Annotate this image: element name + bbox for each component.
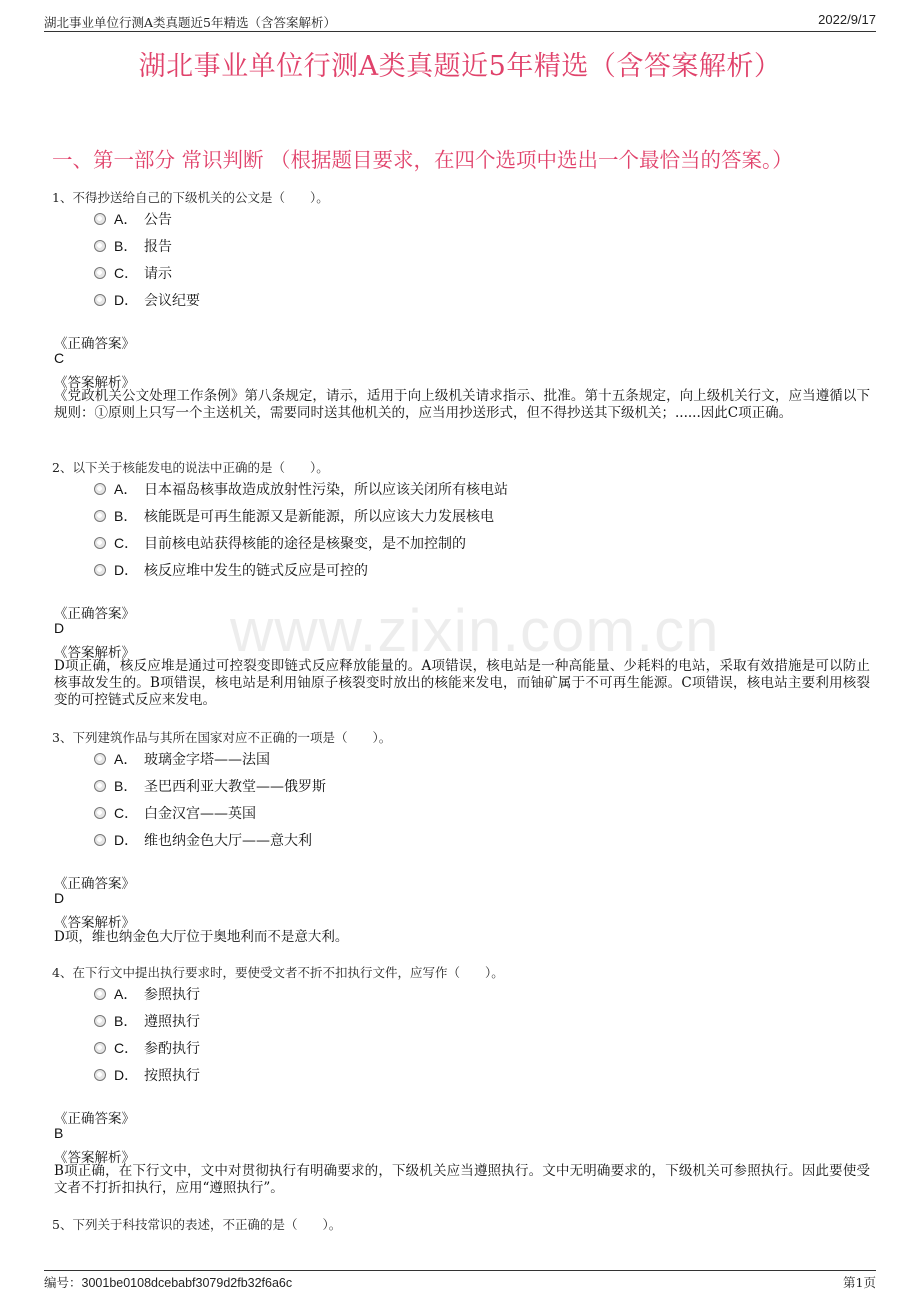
watermark: www.zixin.com.cn: [230, 597, 720, 664]
option-key: A．: [114, 211, 138, 227]
option-text: 核能既是可再生能源又是新能源，所以应该大力发展核电: [144, 509, 494, 525]
option-text: 遵照执行: [144, 1014, 200, 1030]
analysis-text: D项，维也纳金色大厅位于奥地利而不是意大利。: [54, 929, 349, 945]
question-stem: 1、不得抄送给自己的下级机关的公文是（ ）。: [52, 190, 329, 205]
option-key: A．: [114, 481, 138, 497]
radio-icon[interactable]: [94, 834, 106, 846]
analysis-text: D项正确，核反应堆是通过可控裂变即链式反应释放能量的。A项错误，核电站是一种高能量、少耗料的电站，采取有效措施是可以防止核事故发生的。B项错误，核电站是利用铀原子核裂变时放出的核能来发电，而铀矿属于不可再生能源。C项错误，核电站主要利用核裂变的可控链式反应来发电。: [54, 658, 870, 708]
option-text: 公告: [144, 212, 172, 228]
radio-icon[interactable]: [94, 213, 106, 225]
question-stem: 5、下列关于科技常识的表述，不正确的是（ ）。: [52, 1217, 342, 1232]
analysis-label: 《答案解析》: [54, 1150, 135, 1166]
option-key: A．: [114, 986, 138, 1002]
correct-answer: D: [54, 620, 65, 636]
analysis-text: 《党政机关公文处理工作条例》第八条规定，请示，适用于向上级机关请求指示、批准。第十五条规定，向上级机关行文，应当遵循以下规则：①原则上只写一个主送机关，需要同时送其他机关的，应当用抄送形式，但不得抄送其下级机关；......因此C项正确。: [54, 388, 870, 421]
radio-icon[interactable]: [94, 267, 106, 279]
radio-icon[interactable]: [94, 807, 106, 819]
correct-answer: B: [54, 1125, 64, 1141]
option-text: 参酌执行: [144, 1041, 200, 1057]
option-text: 日本福岛核事故造成放射性污染，所以应该关闭所有核电站: [144, 482, 508, 498]
option-text: 圣巴西利亚大教堂——俄罗斯: [144, 779, 326, 795]
radio-icon[interactable]: [94, 1069, 106, 1081]
option-key: A．: [114, 751, 138, 767]
option-key: D．: [114, 1067, 139, 1083]
option-key: C．: [114, 535, 139, 551]
radio-icon[interactable]: [94, 564, 106, 576]
page-number: 第1页: [843, 1275, 876, 1290]
option-text: 会议纪要: [144, 293, 200, 309]
radio-icon[interactable]: [94, 537, 106, 549]
answer-label: 《正确答案》: [54, 336, 135, 352]
correct-answer: C: [54, 350, 65, 366]
option-key: C．: [114, 265, 139, 281]
option-text: 目前核电站获得核能的途径是核聚变，是不加控制的: [144, 536, 466, 552]
header-date: 2022/9/17: [818, 12, 876, 27]
radio-icon[interactable]: [94, 780, 106, 792]
option-text: 请示: [144, 266, 172, 282]
radio-icon[interactable]: [94, 988, 106, 1000]
option-key: D．: [114, 832, 139, 848]
radio-icon[interactable]: [94, 1042, 106, 1054]
header-divider: [44, 31, 876, 32]
footer-divider: [44, 1270, 876, 1271]
radio-icon[interactable]: [94, 753, 106, 765]
radio-icon[interactable]: [94, 294, 106, 306]
option-key: B．: [114, 778, 138, 794]
correct-answer: D: [54, 890, 65, 906]
answer-label: 《正确答案》: [54, 1111, 135, 1127]
footer-id-label: 编号：: [44, 1275, 82, 1290]
page-header: [44, 10, 876, 32]
page-title: 湖北事业单位行测A类真题近5年精选（含答案解析）: [138, 51, 782, 82]
option-text: 白金汉宫——英国: [144, 806, 256, 822]
option-text: 报告: [144, 239, 172, 255]
analysis-label: 《答案解析》: [54, 645, 135, 661]
option-key: C．: [114, 805, 139, 821]
header-doc-title: 湖北事业单位行测A类真题近5年精选（含答案解析）: [44, 15, 336, 30]
radio-icon[interactable]: [94, 483, 106, 495]
question-stem: 2、以下关于核能发电的说法中正确的是（ ）。: [52, 460, 329, 475]
option-text: 按照执行: [144, 1068, 200, 1084]
option-text: 核反应堆中发生的链式反应是可控的: [144, 563, 368, 579]
option-text: 参照执行: [144, 987, 200, 1003]
footer-id: [44, 1273, 292, 1291]
option-key: B．: [114, 238, 138, 254]
question-stem: 3、下列建筑作品与其所在国家对应不正确的一项是（ ）。: [52, 730, 392, 745]
section-heading: 一、第一部分 常识判断 （根据题目要求，在四个选项中选出一个最恰当的答案。）: [52, 148, 793, 172]
answer-label: 《正确答案》: [54, 606, 135, 622]
option-key: C．: [114, 1040, 139, 1056]
option-key: D．: [114, 292, 139, 308]
option-key: B．: [114, 508, 138, 524]
option-text: 维也纳金色大厅——意大利: [144, 833, 312, 849]
option-key: D．: [114, 562, 139, 578]
footer-id-code: 3001be0108dcebabf3079d2fb32f6a6c: [81, 1276, 293, 1290]
radio-icon[interactable]: [94, 510, 106, 522]
radio-icon[interactable]: [94, 1015, 106, 1027]
analysis-label: 《答案解析》: [54, 915, 135, 931]
analysis-label: 《答案解析》: [54, 375, 135, 391]
radio-icon[interactable]: [94, 240, 106, 252]
option-key: B．: [114, 1013, 138, 1029]
option-text: 玻璃金字塔——法国: [144, 752, 270, 768]
analysis-text: B项正确，在下行文中，文中对贯彻执行有明确要求的，下级机关应当遵照执行。文中无明确要求的，下级机关可参照执行。因此要使受文者不打折扣执行，应用“遵照执行”。: [54, 1163, 870, 1196]
question-stem: 4、在下行文中提出执行要求时，要使受文者不折不扣执行文件，应写作（ ）。: [52, 965, 504, 980]
answer-label: 《正确答案》: [54, 876, 135, 892]
